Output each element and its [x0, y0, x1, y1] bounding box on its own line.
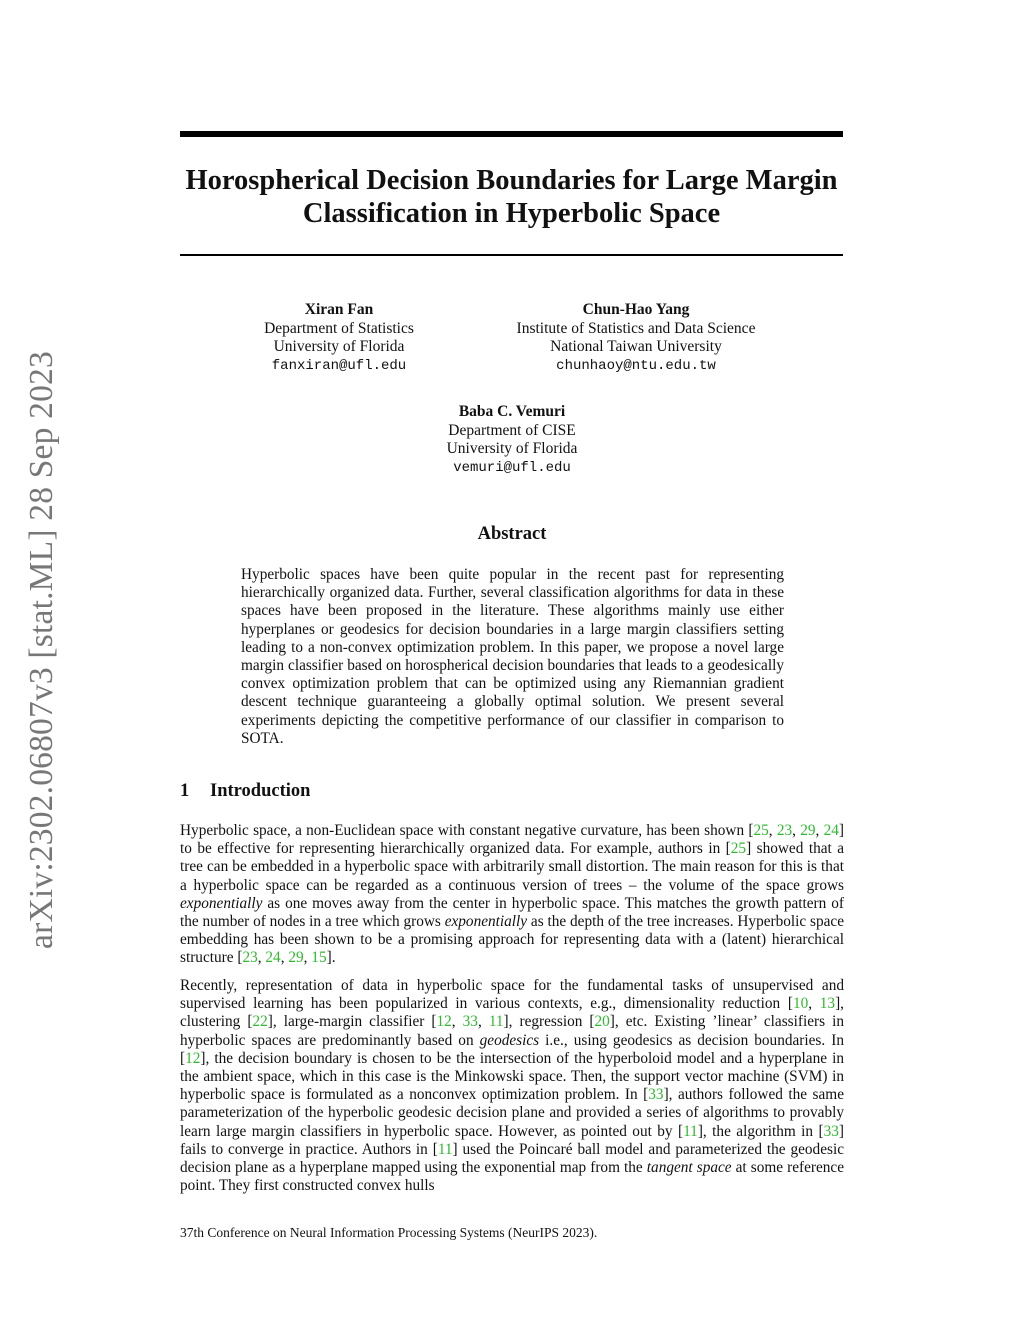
- emphasis: geodesics: [479, 1031, 540, 1049]
- author-email[interactable]: vemuri@ufl.edu: [453, 459, 571, 476]
- emphasis: exponentially: [444, 913, 528, 931]
- citation-link[interactable]: 29: [800, 822, 816, 839]
- text-run: ], clustering [: [180, 995, 844, 1031]
- author-university: University of Florida: [273, 338, 405, 355]
- citation-link[interactable]: 33: [823, 1122, 839, 1140]
- author-email[interactable]: fanxiran@ufl.edu: [271, 357, 407, 374]
- title-top-rule: [180, 131, 843, 137]
- author-block: [496, 301, 776, 375]
- citation-link[interactable]: 33: [648, 1086, 664, 1104]
- emphasis: exponentially: [180, 894, 263, 912]
- paragraph: Recently, representation of data in hyperbolic space for the fundamental tasks of unsupervised and supervised learning has been popularized in various contexts, e.g., dimensionality reduction [10, 13], clustering [22], large-margin classifier [12, 33, 11], regression [20], etc. Existing ’linear’ classifiers in hyperbolic spaces are predominantly based on geodesics i.e., using geodesics as decision boundaries. In [12], the decision boundary is chosen to be the intersection of the hyperboloid model and a hyperplane in the ambient space, which in this case is the Minkowski space. Then, the support vector machine (SVM) in hyperbolic space is formulated as a nonconvex optimization problem. In [33], authors followed the same parameterization of the hyperbolic geodesic decision plane and provided a series of algorithms to provably learn large margin classifiers in hyperbolic space. However, as pointed out by [11], the algorithm in [33] fails to converge in practice. Authors in [11] used the Poincaré ball model and parameterized the geodesic decision plane as a hyperplane mapped using the exponential map from the tangent space at some reference point. They first constructed convex hulls: [180, 977, 844, 1195]
- citation-link[interactable]: 11: [437, 1140, 453, 1158]
- section-number: 1: [180, 781, 190, 801]
- text-run: i.e., using geodesics as decision boundaries. In [: [180, 1031, 844, 1067]
- text-run: ] to be effective for representing hierarchically organized data. For example, authors in [: [180, 822, 844, 858]
- citation-link[interactable]: 20: [594, 1013, 610, 1031]
- text-run: ].: [326, 949, 336, 967]
- section-title: Introduction: [210, 781, 311, 801]
- abstract-text: Hyperbolic spaces have been quite popular in the recent past for representing hierarchically organized data. Further, several classification algorithms for data in these spaces have been proposed in the literature. These algorithms mainly use either hyperplanes or geodesics for decision boundaries in a large margin classifiers setting leading to a non-convex optimization problem. In this paper, we propose a novel large margin classifier based on horospherical decision boundaries that leads to a geodesically convex optimization problem that can be optimized using any Riemannian gradient descent technique guaranteeing a globally optimal solution. We present several experiments depicting the competitive performance of our classifier in comparison to SOTA.: [241, 566, 784, 747]
- paper-title: [160, 164, 863, 230]
- text-run: ], large-margin classifier [: [267, 1013, 437, 1031]
- text-run: ] used the Poincaré ball model and parameterized the geodesic decision plane as a hyperplane mapped using the exponential map from the: [180, 1140, 844, 1177]
- text-run: ] showed that a tree can be embedded in a hyperbolic space with arbitrarily small distortion. The main reason for this is that a hyperbolic space can be regarded as a continuous version of trees – the volume of the space grows: [180, 840, 844, 894]
- citation-link[interactable]: 23: [242, 949, 258, 967]
- citation-link[interactable]: 22: [252, 1013, 268, 1031]
- citation-link[interactable]: 12: [185, 1049, 201, 1067]
- title-bottom-rule: [180, 254, 843, 256]
- citation-link[interactable]: 24: [265, 949, 281, 967]
- author-department: Department of Statistics: [264, 319, 414, 337]
- author-name: Baba C. Vemuri: [458, 403, 566, 420]
- text-run: Hyperbolic space, a non-Euclidean space with constant negative curvature, has been shown [: [180, 822, 754, 839]
- author-name: Chun-Hao Yang: [582, 301, 690, 318]
- author-block: [219, 301, 459, 375]
- text-run: as one moves away from the center in hyperbolic space. This matches the growth pattern of the number of nodes in a tree which grows: [180, 894, 844, 931]
- author-university: National Taiwan University: [550, 338, 722, 355]
- citation-link[interactable]: 10: [792, 995, 809, 1013]
- citation-link[interactable]: 13: [819, 995, 836, 1013]
- citation-link[interactable]: 25: [730, 840, 747, 858]
- citation-link[interactable]: 15: [311, 949, 327, 967]
- citation-link[interactable]: 11: [683, 1122, 698, 1140]
- title-line-1: Horospherical Decision Boundaries for Large Margin: [185, 165, 838, 196]
- text-run: ], etc. Existing ’linear’ classifiers in hyperbolic spaces are predominantly based on: [180, 1013, 844, 1049]
- citation-link[interactable]: 11: [488, 1013, 504, 1031]
- text-run: Recently, representation of data in hyperbolic space for the fundamental tasks of unsupervised and supervised learning has been popularized in various contexts, e.g., dimensionality reduction [: [180, 977, 844, 1013]
- paragraph: Hyperbolic space, a non-Euclidean space with constant negative curvature, has been shown [25, 23, 29, 24] to be effective for representing hierarchically organized data. For example, authors in [25] showed that a tree can be embedded in a hyperbolic space with arbitrarily small distortion. The main reason for this is that a hyperbolic space can be regarded as a continuous version of trees – the volume of the space grows exponentially as one moves away from the center in hyperbolic space. This matches the growth pattern of the number of nodes in a tree which grows exponentially as the depth of the tree increases. Hyperbolic space embedding has been shown to be a promising approach for representing data with a (latent) hierarchical structure [23, 24, 29, 15].: [180, 822, 844, 967]
- text-run: as the depth of the tree increases. Hyperbolic space embedding has been shown to be a promising approach for representing data with a (latent) hierarchical structure [: [180, 913, 844, 967]
- author-department: Institute of Statistics and Data Science: [516, 319, 756, 337]
- citation-link[interactable]: 24: [823, 822, 839, 839]
- citation-link[interactable]: 33: [462, 1013, 478, 1031]
- text-run: ], the algorithm in [: [697, 1122, 824, 1140]
- text-run: ], regression [: [503, 1013, 595, 1031]
- author-name: Xiran Fan: [304, 301, 374, 318]
- conference-footnote: 37th Conference on Neural Information Processing Systems (NeurIPS 2023).: [180, 1225, 598, 1240]
- title-line-2: Classification in Hyperbolic Space: [302, 198, 721, 229]
- text-run: ] fails to converge in practice. Authors in [: [180, 1122, 844, 1158]
- author-block: [392, 403, 632, 477]
- author-email[interactable]: chunhaoy@ntu.edu.tw: [556, 357, 716, 374]
- citation-link[interactable]: 29: [288, 949, 304, 967]
- abstract-heading: Abstract: [477, 524, 547, 544]
- citation-link[interactable]: 25: [753, 822, 769, 839]
- text-run: at some reference point. They first constructed convex hulls: [180, 1159, 844, 1195]
- author-university: University of Florida: [446, 440, 578, 457]
- author-department: Department of CISE: [448, 421, 576, 439]
- emphasis: tangent space: [646, 1159, 732, 1177]
- citation-link[interactable]: 12: [436, 1013, 452, 1031]
- citation-link[interactable]: 23: [776, 822, 793, 839]
- arxiv-identifier: arXiv:2302.06807v3 [stat.ML] 28 Sep 2023: [23, 351, 60, 949]
- section-heading: [180, 781, 310, 802]
- text-run: ], the decision boundary is chosen to be the intersection of the hyperboloid model and a hyperplane in the ambient space, which in this case is the Minkowski space. Then, the support vector machine (SVM) in hyperbolic space is formulated as a nonconvex optimization problem. In [: [180, 1049, 844, 1104]
- text-run: ], authors followed the same parameterization of the hyperbolic geodesic decision plane and provided a series of algorithms to provably learn large margin classifiers in hyperbolic space. However, as pointed out by [: [180, 1086, 844, 1140]
